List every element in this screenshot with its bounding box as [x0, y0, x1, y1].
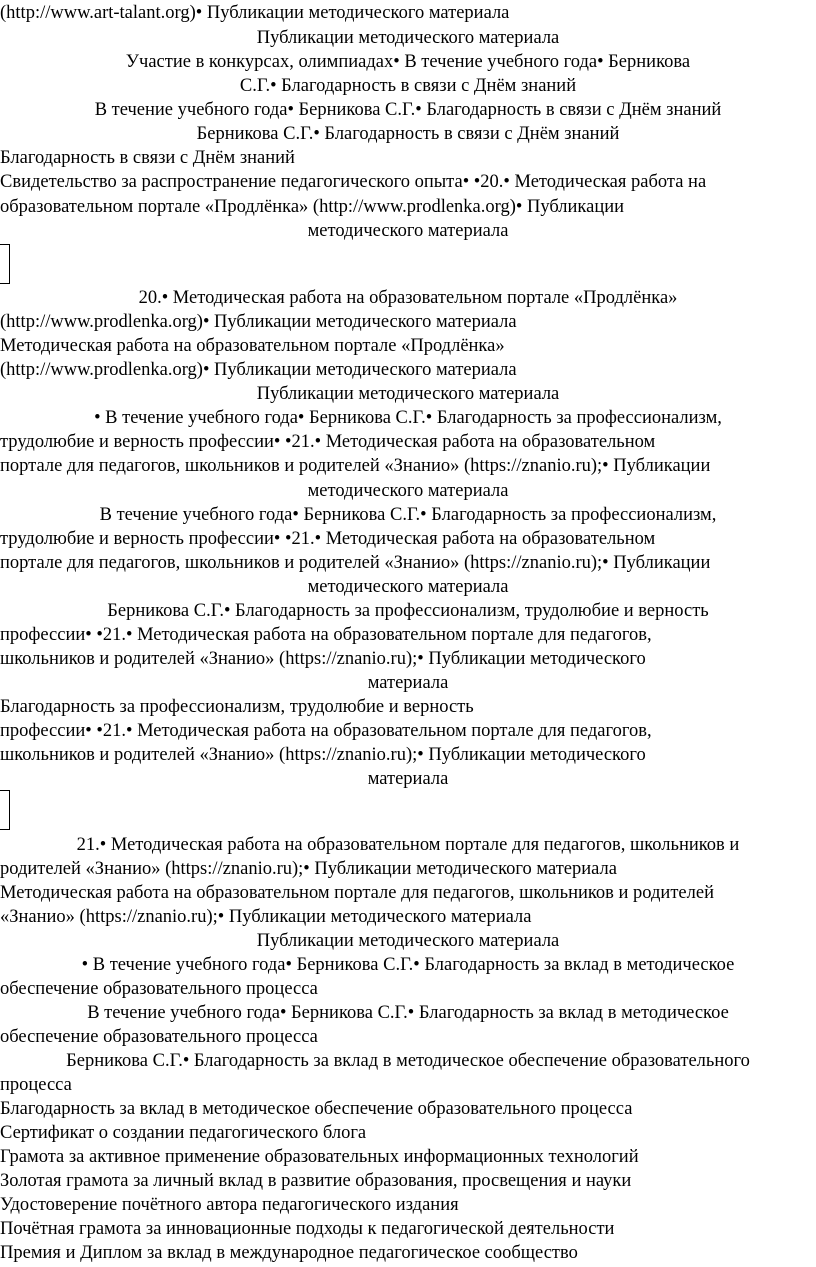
text-line: Берникова С.Г.• Благодарность в связи с Днём знаний [196, 124, 620, 144]
text-line: (http://www.art-talant.org)• Публикации методического материала [0, 3, 510, 23]
text-line: 20.• Методическая работа на образовательном портале «Продлёнка» [138, 288, 678, 308]
text-line: Участие в конкурсах, олимпиадах• В течение учебного года• Берникова [125, 52, 691, 72]
text-line: Публикации методического материала [256, 28, 560, 48]
text-line: В течение учебного года• Берникова С.Г.• Благодарность в связи с Днём знаний [94, 100, 722, 120]
text-line: (http://www.prodlenka.org)• Публикации методического материала [0, 312, 517, 332]
text-line: Почётная грамота за инновационные подходы к педагогической деятельности [0, 1219, 615, 1239]
text-line: Премия и Диплом за вклад в международное педагогическое сообщество [0, 1243, 578, 1263]
text-line: Сертификат о создании педагогического блога [0, 1123, 367, 1143]
text-line: Публикации методического материала [256, 931, 560, 951]
text-line: профессии• •21.• Методическая работа на образовательном портале для педагогов, [0, 721, 652, 741]
text-line: портале для педагогов, школьников и родителей «Знанио» (https://znanio.ru);• Публикации [0, 456, 711, 476]
text-line: Грамота за активное применение образовательных информационных технологий [0, 1147, 639, 1167]
text-line: родителей «Знанио» (https://znanio.ru);• Публикации методического материала [0, 859, 617, 879]
text-line: Свидетельство за распространение педагогического опыта• •20.• Методическая работа на [0, 172, 707, 192]
text-line: Золотая грамота за личный вклад в развитие образования, просвещения и науки [0, 1171, 632, 1191]
text-line: В течение учебного года• Берникова С.Г.• Благодарность за профессионализм, [99, 505, 717, 525]
text-line: обеспечение образовательного процесса [0, 1027, 318, 1047]
text-line: • В течение учебного года• Берникова С.Г.• Благодарность за профессионализм, [94, 408, 722, 428]
text-line: трудолюбие и верность профессии• •21.• Методическая работа на образовательном [0, 432, 656, 452]
text-line: Благодарность за профессионализм, трудолюбие и верность [0, 697, 474, 717]
text-line: Методическая работа на образовательном портале «Продлёнка» [0, 336, 505, 356]
text-line: методического материала [307, 481, 509, 501]
text-line: Методическая работа на образовательном портале для педагогов, школьников и родителей [0, 883, 714, 903]
text-line: • В течение учебного года• Берникова С.Г.• Благодарность за вклад в методическое [81, 955, 735, 975]
text-line: (http://www.prodlenka.org)• Публикации методического материала [0, 360, 517, 380]
text-line: 21.• Методическая работа на образовательном портале для педагогов, школьников и [76, 835, 740, 855]
section-divider-box [0, 244, 10, 284]
text-line: С.Г.• Благодарность в связи с Днём знаний [239, 76, 577, 96]
text-line: трудолюбие и верность профессии• •21.• Методическая работа на образовательном [0, 529, 656, 549]
text-line: методического материала [307, 577, 509, 597]
text-line: профессии• •21.• Методическая работа на образовательном портале для педагогов, [0, 625, 652, 645]
text-line: образовательном портале «Продлёнка» (http://www.prodlenka.org)• Публикации [0, 197, 625, 217]
text-line: школьников и родителей «Знанио» (https://znanio.ru);• Публикации методического [0, 745, 646, 765]
section-divider-box [0, 790, 10, 830]
text-line: Публикации методического материала [256, 384, 560, 404]
text-line: материала [367, 769, 449, 789]
text-line: Благодарность в связи с Днём знаний [0, 148, 295, 168]
text-line: В течение учебного года• Берникова С.Г.• Благодарность за вклад в методическое [87, 1003, 729, 1023]
text-line: Удостоверение почётного автора педагогического издания [0, 1195, 459, 1215]
text-line: «Знанио» (https://znanio.ru);• Публикации методического материала [0, 907, 532, 927]
text-line: процесса [0, 1075, 72, 1095]
text-line: портале для педагогов, школьников и родителей «Знанио» (https://znanio.ru);• Публикации [0, 553, 711, 573]
text-line: Благодарность за вклад в методическое обеспечение образовательного процесса [0, 1099, 633, 1119]
text-line: Берникова С.Г.• Благодарность за вклад в методическое обеспечение образовательного [66, 1051, 750, 1071]
text-line: методического материала [307, 221, 509, 241]
text-line: Берникова С.Г.• Благодарность за профессионализм, трудолюбие и верность [107, 601, 709, 621]
text-line: школьников и родителей «Знанио» (https://znanio.ru);• Публикации методического [0, 649, 646, 669]
text-line: материала [367, 673, 449, 693]
text-line: обеспечение образовательного процесса [0, 979, 318, 999]
